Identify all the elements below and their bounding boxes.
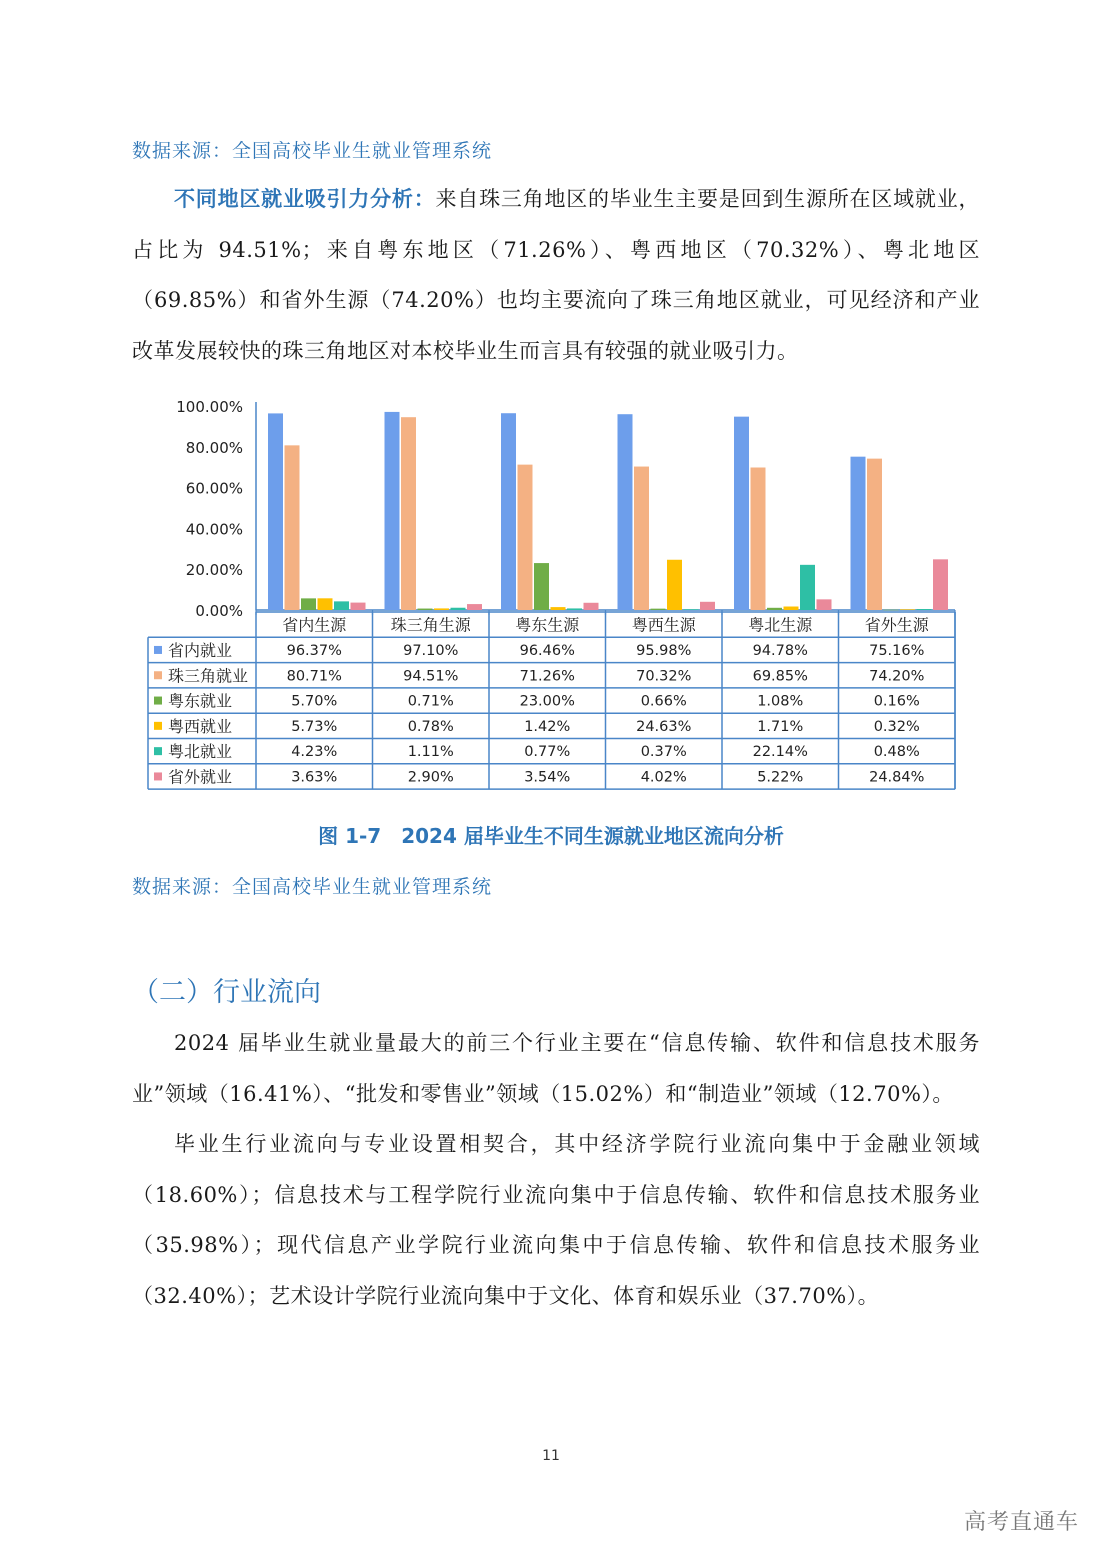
data-label: 1.71% bbox=[757, 718, 804, 735]
data-label: 3.54% bbox=[524, 769, 571, 786]
bar-省内就业-粤东生源 bbox=[501, 413, 516, 610]
x-category-label: 省外生源 bbox=[864, 615, 929, 635]
bar-省外就业-省外生源 bbox=[933, 559, 948, 610]
legend-key-粤东就业 bbox=[154, 697, 162, 705]
legend-key-粤北就业 bbox=[154, 747, 162, 755]
data-label: 1.11% bbox=[407, 744, 454, 761]
data-label: 0.37% bbox=[640, 744, 687, 761]
data-label: 4.02% bbox=[640, 769, 687, 786]
paragraph-body: 来自珠三角地区的毕业生主要是回到生源所在区域就业，占比为 94.51%；来自粤东地区（71.26%）、粤西地区（70.32%）、粤北地区（69.85%）和省外生源（74.20%）也均主要流向了珠三角地区就业，可见经济和产业改革发展较快的珠三角地区对本校毕业生而言具有较强的就业吸引力。 bbox=[132, 187, 980, 363]
data-label: 96.46% bbox=[519, 642, 575, 659]
data-label: 0.16% bbox=[873, 693, 920, 710]
bar-省内就业-省外生源 bbox=[851, 457, 866, 610]
bar-珠三角就业-省外生源 bbox=[867, 459, 882, 610]
data-label: 0.71% bbox=[407, 693, 454, 710]
bar-省外就业-粤北生源 bbox=[817, 599, 832, 610]
section-title: （二）行业流向 bbox=[132, 977, 321, 1008]
bar-粤西就业-粤北生源 bbox=[784, 607, 799, 610]
data-label: 97.10% bbox=[403, 642, 459, 659]
legend-label: 粤东就业 bbox=[168, 691, 233, 711]
legend-label: 粤西就业 bbox=[168, 716, 233, 736]
y-tick-label: 20.00% bbox=[185, 561, 243, 580]
bar-粤西就业-省内生源 bbox=[318, 598, 333, 610]
data-label: 0.32% bbox=[873, 718, 920, 735]
bar-粤西就业-粤西生源 bbox=[667, 560, 682, 610]
bar-珠三角就业-省内生源 bbox=[285, 445, 300, 610]
data-label: 2.90% bbox=[407, 769, 454, 786]
bar-珠三角就业-珠三角生源 bbox=[401, 417, 416, 610]
legend-key-粤西就业 bbox=[154, 722, 162, 730]
x-category-label: 粤东生源 bbox=[515, 615, 580, 635]
bar-省外就业-粤西生源 bbox=[700, 602, 715, 610]
bar-粤北就业-省内生源 bbox=[334, 601, 349, 610]
bar-省外就业-粤东生源 bbox=[584, 603, 599, 610]
data-source-note: 数据来源：全国高校毕业生就业管理系统 bbox=[132, 140, 493, 162]
bar-珠三角就业-粤北生源 bbox=[751, 468, 766, 610]
y-tick-label: 80.00% bbox=[185, 438, 243, 457]
bar-粤北就业-粤西生源 bbox=[684, 609, 699, 610]
bar-粤西就业-粤东生源 bbox=[551, 607, 566, 610]
data-label: 23.00% bbox=[519, 693, 575, 710]
legend-key-珠三角就业 bbox=[154, 671, 162, 679]
bar-省外就业-省内生源 bbox=[351, 603, 366, 610]
x-category-label: 粤北生源 bbox=[748, 615, 813, 635]
bar-珠三角就业-粤东生源 bbox=[518, 465, 533, 610]
bar-粤北就业-省外生源 bbox=[917, 609, 932, 610]
data-label: 3.63% bbox=[291, 769, 338, 786]
bar-粤东就业-珠三角生源 bbox=[418, 609, 433, 610]
bar-省内就业-珠三角生源 bbox=[385, 412, 400, 610]
x-category-label: 粤西生源 bbox=[631, 615, 696, 635]
data-label: 94.78% bbox=[752, 642, 808, 659]
data-label: 69.85% bbox=[752, 668, 808, 685]
data-label: 5.70% bbox=[291, 693, 338, 710]
bar-省内就业-省内生源 bbox=[268, 413, 283, 610]
y-tick-label: 100.00% bbox=[176, 398, 243, 416]
bar-省外就业-珠三角生源 bbox=[467, 604, 482, 610]
bar-粤东就业-粤北生源 bbox=[767, 608, 782, 610]
data-label: 22.14% bbox=[752, 744, 808, 761]
flow-chart bbox=[140, 390, 970, 800]
attraction-analysis-paragraph bbox=[132, 174, 980, 376]
y-tick-label: 60.00% bbox=[185, 479, 243, 498]
data-label: 1.42% bbox=[524, 718, 571, 735]
data-label: 0.77% bbox=[524, 744, 571, 761]
x-category-label: 省内生源 bbox=[282, 615, 347, 635]
watermark: 高考直通车 bbox=[964, 1510, 1080, 1535]
x-category-label: 珠三角生源 bbox=[390, 615, 471, 635]
data-label: 74.20% bbox=[869, 668, 925, 685]
chart-data-table bbox=[148, 612, 955, 789]
data-label: 0.78% bbox=[407, 718, 454, 735]
paragraph-lead: 不同地区就业吸引力分析： bbox=[174, 187, 436, 211]
data-label: 5.22% bbox=[757, 769, 804, 786]
data-label: 96.37% bbox=[286, 642, 342, 659]
data-label: 80.71% bbox=[286, 668, 342, 685]
bar-珠三角就业-粤西生源 bbox=[634, 467, 649, 610]
data-label: 71.26% bbox=[519, 668, 575, 685]
y-tick-label: 40.00% bbox=[185, 520, 243, 539]
data-label: 95.98% bbox=[636, 642, 692, 659]
data-label: 24.63% bbox=[636, 718, 692, 735]
bar-粤东就业-省内生源 bbox=[301, 598, 316, 610]
data-label: 94.51% bbox=[403, 668, 459, 685]
legend-key-省内就业 bbox=[154, 646, 162, 654]
industry-paragraph: 2024 届毕业生就业量最大的前三个行业主要在“信息传输、软件和信息技术服务业”领域（16.41%）、“批发和零售业”领域（15.02%）和“制造业”领域（12.70%）。 bbox=[132, 1031, 980, 1106]
bar-粤东就业-粤西生源 bbox=[651, 609, 666, 610]
bar-粤北就业-珠三角生源 bbox=[451, 608, 466, 610]
legend-key-省外就业 bbox=[154, 772, 162, 780]
data-source-note: 数据来源：全国高校毕业生就业管理系统 bbox=[132, 876, 493, 898]
data-label: 4.23% bbox=[291, 744, 338, 761]
data-label: 75.16% bbox=[869, 642, 925, 659]
legend-label: 粤北就业 bbox=[168, 742, 233, 762]
bar-省内就业-粤西生源 bbox=[618, 414, 633, 610]
data-label: 1.08% bbox=[757, 693, 804, 710]
legend-label: 省外就业 bbox=[168, 767, 233, 787]
bar-粤北就业-粤北生源 bbox=[800, 565, 815, 610]
college-industry-paragraph: 毕业生行业流向与专业设置相契合，其中经济学院行业流向集中于金融业领域（18.60%）；信息技术与工程学院行业流向集中于信息传输、软件和信息技术服务业（35.98%）；现代信息产业学院行业流向集中于信息传输、软件和信息技术服务业（32.40%）；艺术设计学院行业流向集中于文化、体育和娱乐业（37.70%）。 bbox=[132, 1132, 980, 1308]
bar-粤西就业-珠三角生源 bbox=[434, 608, 449, 610]
bar-粤西就业-省外生源 bbox=[900, 609, 915, 610]
bar-粤东就业-省外生源 bbox=[884, 610, 899, 611]
figure-caption: 图 1-7 2024 届毕业生不同生源就业地区流向分析 bbox=[318, 824, 784, 848]
page-number: 11 bbox=[542, 1448, 560, 1464]
legend-label: 珠三角就业 bbox=[168, 666, 249, 686]
data-label: 24.84% bbox=[869, 769, 925, 786]
bar-粤北就业-粤东生源 bbox=[567, 608, 582, 610]
legend-label: 省内就业 bbox=[168, 640, 233, 660]
y-tick-label: 0.00% bbox=[195, 602, 243, 620]
bar-省内就业-粤北生源 bbox=[734, 417, 749, 610]
data-label: 0.48% bbox=[873, 744, 920, 761]
data-label: 0.66% bbox=[640, 693, 687, 710]
chart-bars bbox=[268, 412, 948, 610]
bar-粤东就业-粤东生源 bbox=[534, 563, 549, 610]
data-label: 5.73% bbox=[291, 718, 338, 735]
data-label: 70.32% bbox=[636, 668, 692, 685]
